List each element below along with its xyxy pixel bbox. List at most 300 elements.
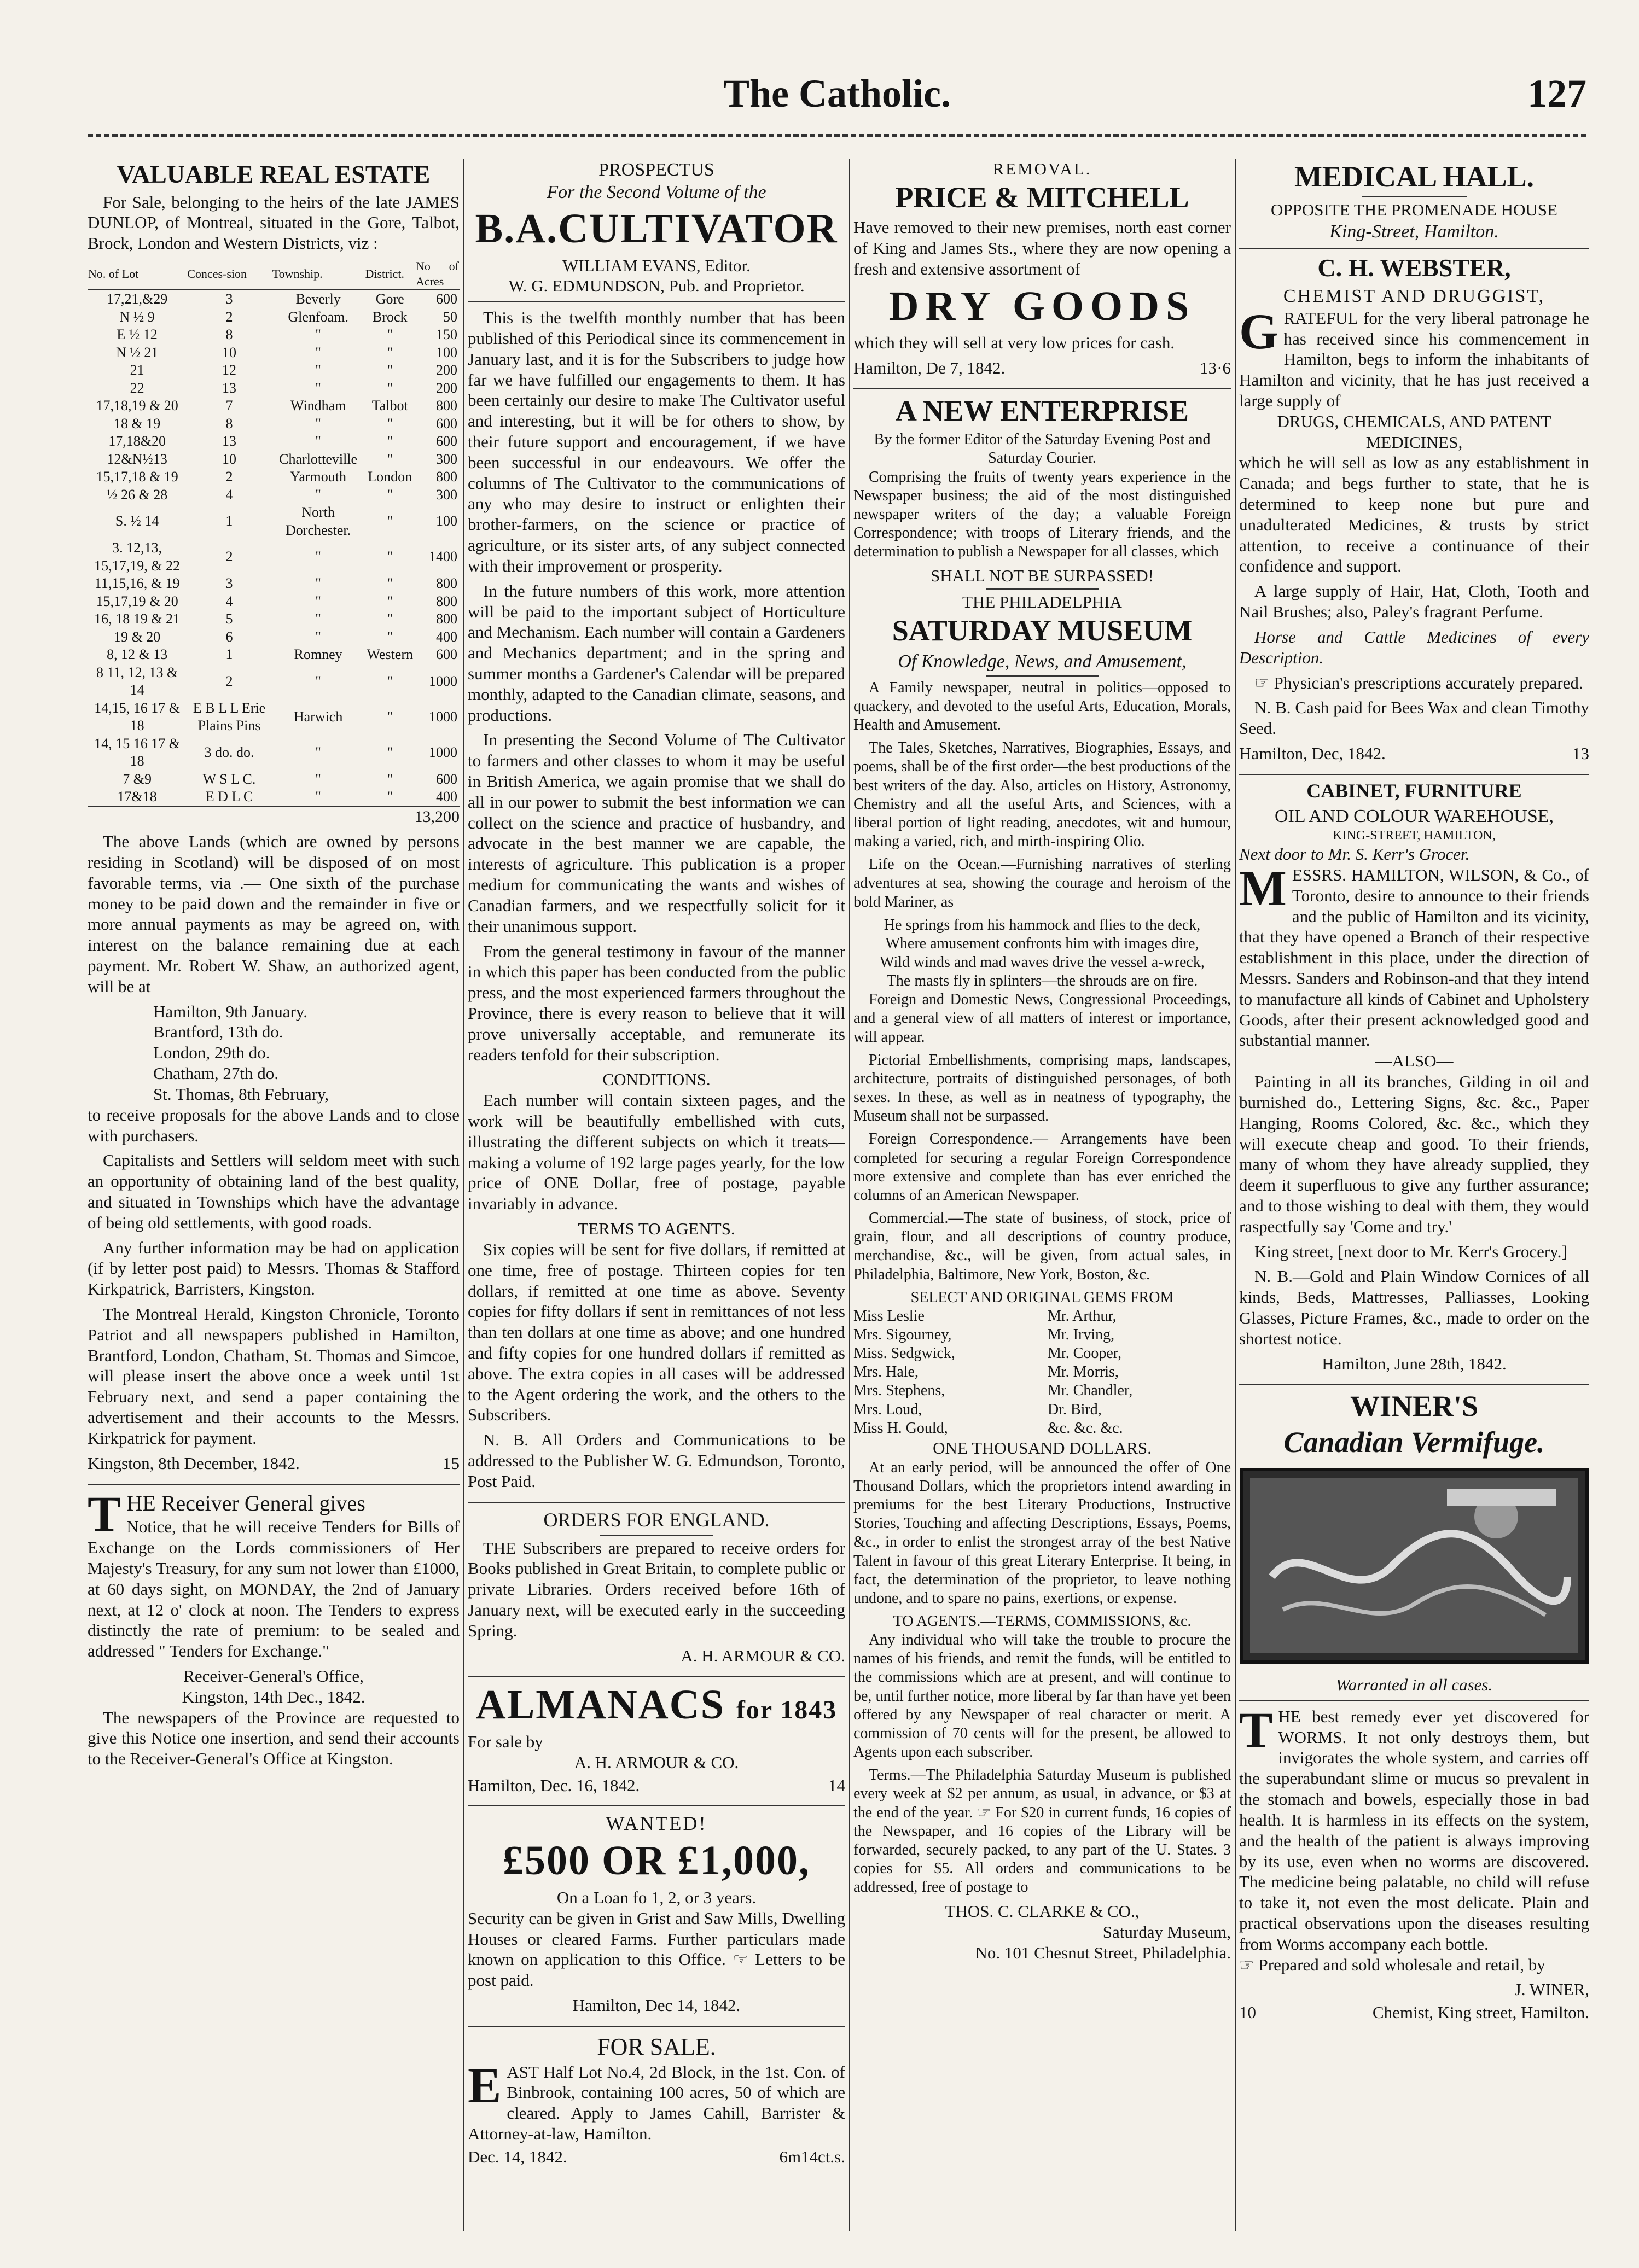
estate-date: Kingston, 8th December, 1842. bbox=[88, 1453, 300, 1473]
table-cell: " bbox=[387, 433, 393, 450]
table-cell: 600 bbox=[436, 291, 457, 307]
for-sale-ad bbox=[468, 2032, 845, 2167]
prospectus-label: PROSPECTUS bbox=[598, 160, 714, 180]
conditions-heading: CONDITIONS. bbox=[602, 1070, 711, 1089]
chemist: CHEMIST AND DRUGGIST, bbox=[1283, 286, 1545, 307]
forsale-number: 6m14ct.s. bbox=[779, 2147, 845, 2166]
table-cell: 13 bbox=[222, 380, 236, 396]
wanted-title: WANTED! bbox=[606, 1812, 707, 1835]
gems-author: Mrs. Loud, bbox=[853, 1401, 922, 1418]
webster-horse: Horse and Cattle Medicines of every Description. bbox=[1239, 627, 1589, 667]
wanted-date: Hamilton, Dec 14, 1842. bbox=[572, 1996, 741, 2015]
table-cell: 1000 bbox=[429, 744, 457, 760]
table-cell: " bbox=[387, 575, 393, 592]
table-cell: " bbox=[315, 575, 321, 592]
dry-goods: DRY GOODS bbox=[888, 283, 1196, 329]
almanacs-word: ALMANACS bbox=[475, 1682, 725, 1728]
orders-ad bbox=[468, 1508, 845, 1666]
winer-title: WINER'S bbox=[1350, 1390, 1479, 1423]
table-cell: 600 bbox=[436, 646, 457, 663]
table-header: District. bbox=[364, 258, 415, 290]
table-cell: 300 bbox=[436, 451, 457, 467]
table-cell: 17,18,19 & 20 bbox=[96, 398, 178, 414]
table-cell: 18 & 19 bbox=[114, 415, 161, 432]
table-cell: " bbox=[315, 433, 321, 450]
webster-footer bbox=[1239, 743, 1589, 764]
table-cell: 14,15, 16 17 & 18 bbox=[94, 699, 180, 734]
separator bbox=[468, 1805, 845, 1806]
table-cell: Talbot bbox=[371, 398, 408, 414]
table-row bbox=[88, 486, 460, 504]
table-cell: 800 bbox=[436, 575, 457, 592]
thousand-title: ONE THOUSAND DOLLARS. bbox=[933, 1438, 1152, 1457]
table-row bbox=[88, 539, 460, 575]
king-street-label: KING-STREET, HAMILTON, bbox=[1333, 828, 1496, 843]
table-cell: " bbox=[387, 513, 393, 529]
winer-name: J. WINER, bbox=[1514, 1980, 1589, 1999]
table-cell: 2 bbox=[225, 549, 233, 565]
gems-author: Miss H. Gould, bbox=[853, 1419, 948, 1437]
table-cell: " bbox=[315, 771, 321, 787]
webster-body-3: A large supply of Hair, Hat, Cloth, Tooth and Nail Brushes; also, Paley's fragrant Perfume. bbox=[1239, 581, 1589, 622]
column-2 bbox=[468, 159, 845, 2231]
museum-body-3: Life on the Ocean.—Furnishing narratives of sterling adventures at sea, showing the courage and heroism of the bold Mariner, as bbox=[853, 856, 1231, 911]
table-cell: 12 bbox=[222, 362, 236, 378]
winer-footer bbox=[1239, 2002, 1589, 2023]
table-cell: 19 & 20 bbox=[114, 628, 161, 645]
table-cell: 600 bbox=[436, 433, 457, 450]
table-cell: " bbox=[387, 549, 393, 565]
gems-author: Mrs. Sigourney, bbox=[853, 1326, 952, 1343]
table-cell: " bbox=[315, 380, 321, 396]
removal-footer bbox=[853, 358, 1231, 378]
clarke-office: Saturday Museum, bbox=[1102, 1922, 1231, 1942]
gems-author: Mr. Chandler, bbox=[1048, 1382, 1133, 1400]
estate-body-3: Any further information may be had on application (if by letter post paid) to Messrs. Thomas & Stafford Kirkpatrick, Barristers, Kingston. bbox=[88, 1238, 460, 1299]
dropcap: E bbox=[468, 2057, 502, 2113]
table-row bbox=[88, 788, 460, 806]
medical-hall-title: MEDICAL HALL. bbox=[1294, 160, 1535, 193]
table-cell: " bbox=[387, 593, 393, 609]
table-cell: 12&N½13 bbox=[107, 451, 167, 467]
next-door: Next door to Mr. S. Kerr's Grocer. bbox=[1239, 844, 1470, 864]
table-cell: 22 bbox=[130, 380, 144, 396]
short-rule bbox=[986, 675, 1099, 677]
webster-prescriptions: ☞ Physician's prescriptions accurately prepared. bbox=[1254, 673, 1583, 692]
table-cell: 8, 12 & 13 bbox=[107, 646, 168, 663]
table-cell: 100 bbox=[436, 513, 457, 529]
table-cell: " bbox=[387, 362, 393, 378]
table-cell: Brock bbox=[372, 308, 408, 325]
table-cell: ½ 26 & 28 bbox=[107, 486, 168, 503]
separator bbox=[1239, 1700, 1589, 1701]
cultivator-body-1: This is the twelfth monthly number that has been published of this Periodical since its commencement in January last, and it is for the Subscribers to judge how far we have fulfilled our engagements to them. It has been certainly our desire to make The Cultivator useful and interesting, but it will be for others to show, by their future support and encouragement, if we have been successful in our endeavours. We offer the columns of The Cultivator to the communications of any who may desire to instruct or enlighten their brother-farmers, on the science or practice of agriculture, or its sister arts, of any subject connected with their improvement or prosperity. bbox=[468, 308, 845, 575]
table-cell: 600 bbox=[436, 771, 457, 787]
table-row bbox=[88, 468, 460, 486]
table-row bbox=[88, 344, 460, 362]
table-cell: 8 bbox=[225, 415, 233, 432]
table-cell: " bbox=[387, 708, 393, 725]
almanacs-year: for 1843 bbox=[736, 1695, 838, 1725]
schedule-item: St. Thomas, 8th February, bbox=[153, 1084, 329, 1104]
table-cell: " bbox=[315, 628, 321, 645]
table-cell: 100 bbox=[436, 344, 457, 360]
museum-body-2: The Tales, Sketches, Narratives, Biographies, Essays, and poems, shall be of the first order—the best productions of the best writers of the day. Also, articles on History, Astronomy, Chemistry and all the useful Arts, and Sciences, with a liberal portion of light reading, anecdotes, wit and humour, making a varied, rich, and mirth-inspiring Olio. bbox=[853, 739, 1231, 850]
table-cell: 1000 bbox=[429, 673, 457, 689]
gems-author: Miss Leslie bbox=[853, 1307, 925, 1325]
receiver-general-ad bbox=[88, 1485, 460, 1770]
prospectus-sub: For the Second Volume of the bbox=[547, 182, 766, 203]
separator bbox=[1239, 1384, 1589, 1385]
table-cell: 15,17,19 & 20 bbox=[96, 593, 178, 609]
table-cell: N ½ 9 bbox=[119, 308, 155, 325]
estate-signature bbox=[88, 1453, 460, 1474]
gems-author: Mr. Cooper, bbox=[1048, 1345, 1121, 1362]
table-cell: " bbox=[315, 486, 321, 503]
schedule-item: Hamilton, 9th January. bbox=[153, 1001, 308, 1021]
table-cell: 10 bbox=[222, 344, 236, 360]
museum-terms: Terms.—The Philadelphia Saturday Museum is published every week at $2 per annum, as usual, in advance, or $3 at the end of the year. ☞ For $20 in current funds, 16 copies of the Newspaper, and 16 copies of the Library will be forwarded, securely packed, to any part of the U. States. 3 copies for $5. All orders and communications to be addressed, free of postage to bbox=[853, 1766, 1231, 1896]
table-cell: E D L C bbox=[205, 789, 253, 805]
receiver-body: Notice, that he will receive Tenders for Bills of Exchange on the Lords commissioners of Her Majesty's Treasury, for any sum not lower than £1000, at 60 days sight, on MONDAY, the 2nd of January next, at 12 o' clock at noon. The Tenders to express distinctly the rate of premium: to be sealed and addressed " Tenders for Exchange." bbox=[88, 1517, 460, 1661]
table-cell: 17,18&20 bbox=[108, 433, 166, 450]
table-cell: 800 bbox=[436, 593, 457, 609]
webster-name: C. H. WEBSTER, bbox=[1317, 253, 1511, 282]
table-cell: " bbox=[387, 451, 393, 467]
cultivator-title: B.A.CULTIVATOR bbox=[475, 205, 838, 252]
table-header: Township. bbox=[272, 258, 365, 290]
separator bbox=[468, 1676, 845, 1677]
estate-body: The above Lands (which are owned by persons residing in Scotland) will be disposed of on most favorable terms, via .— One sixth of the purchase money to be paid down and the remainder in five or more annual payments as may be agreed on, with interest on the balance remaining due at each payment. Mr. Robert W. Shaw, an authorized agent, will be at bbox=[88, 832, 460, 996]
firm-name: PRICE & MITCHELL bbox=[895, 180, 1189, 214]
not-surpassed: SHALL NOT BE SURPASSED! bbox=[931, 566, 1154, 586]
messrs-body: ESSRS. HAMILTON, WILSON, & Co., of Toronto, desire to announce to their friends and the public of Hamilton and its vicinity, that they have opened a Branch of their respective establishment in this place, under the direction of Messrs. Sanders and Robinson-and that they intend to manufacture all kinds of Cabinet and Upholstery Goods, after their present acknowledged good and substantial manner. bbox=[1239, 865, 1589, 1050]
table-row bbox=[88, 326, 460, 344]
removal-date: Hamilton, De 7, 1842. bbox=[853, 358, 1006, 378]
poem bbox=[853, 916, 1231, 991]
separator bbox=[1239, 774, 1589, 775]
thousand-body: At an early period, will be announced the offer of One Thousand Dollars, which the proprietors intend awarding in premiums for the best Literary Productions, Instructive Stories, Touching and affecting Descriptions, Essays, Poems, &c., in order to enlist the strongest array of the best Native Talent in favour of this great Literary Enterprise. It being, in fact, the determination of the proprietor, to leave nothing undone, and to spare no pains, exertions, or expense. bbox=[853, 1459, 1231, 1607]
receiver-body-2: The newspapers of the Province are requested to give this Notice one insertion, and send their accounts to the Receiver-General's Office at Kingston. bbox=[88, 1707, 460, 1769]
enterprise-title: A NEW ENTERPRISE bbox=[895, 394, 1189, 427]
table-cell: " bbox=[387, 744, 393, 760]
medical-hall-ad bbox=[1239, 161, 1589, 764]
table-cell: 1 bbox=[225, 513, 233, 529]
estate-number: 15 bbox=[443, 1453, 460, 1473]
table-row bbox=[88, 593, 460, 611]
wanted-ad bbox=[468, 1812, 845, 2015]
short-rule bbox=[1362, 196, 1467, 197]
table-cell: 1 bbox=[225, 646, 233, 663]
gems-author: Mrs. Hale, bbox=[853, 1363, 919, 1381]
king-street: King-Street, Hamilton. bbox=[1329, 221, 1499, 242]
table-cell: 1400 bbox=[429, 549, 457, 565]
table-row bbox=[88, 362, 460, 380]
poem-line: Where amusement confronts him with images dire, bbox=[885, 935, 1199, 952]
also-label: —ALSO— bbox=[1375, 1051, 1454, 1071]
table-cell: 15,17,18 & 19 bbox=[96, 469, 178, 485]
column-4 bbox=[1239, 159, 1589, 2231]
gems-author: Mr. Arthur, bbox=[1048, 1307, 1117, 1325]
table-cell: 8 11, 12, 13 & 14 bbox=[96, 664, 178, 698]
table-cell: Romney bbox=[294, 646, 342, 663]
poem-line: He springs from his hammock and flies to the deck, bbox=[884, 916, 1201, 934]
schedule-end: to receive proposals for the above Lands and to close with purchasers. bbox=[88, 1105, 460, 1145]
table-cell: " bbox=[387, 611, 393, 627]
webster-body-2: which he will sell as low as any establishment in Canada; and begs further to state, that he is determined to keep none but pure and unadulterated Medicines, & trusts by strict attention, to receive a continuance of their confidence and support. bbox=[1239, 453, 1589, 576]
receiver-title: HE Receiver General gives bbox=[126, 1490, 365, 1515]
colour-warehouse: OIL AND COLOUR WAREHOUSE, bbox=[1275, 806, 1554, 827]
table-cell: 7 &9 bbox=[123, 771, 152, 787]
almanacs-date: Hamilton, Dec. 16, 1842. bbox=[468, 1775, 640, 1795]
forsale-body: AST Half Lot No.4, 2d Block, in the 1st. Con. of Binbrook, containing 100 acres, 50 of which are cleared. Apply to James Cahill, Barrister & Attorney-at-law, Hamilton. bbox=[468, 2062, 845, 2143]
lands-total: 13,200 bbox=[88, 806, 460, 827]
column-3 bbox=[853, 159, 1231, 2231]
table-cell: " bbox=[315, 673, 321, 689]
almanacs-footer bbox=[468, 1775, 845, 1796]
webster-body: RATEFUL for the very liberal patronage he has received since his commencement in Hamilton, begs to inform the inhabitants of Hamilton and vicinity, that he has just received a large supply of bbox=[1239, 308, 1589, 410]
dropcap: M bbox=[1239, 860, 1287, 916]
table-cell: " bbox=[387, 344, 393, 360]
table-header: Conces-sion bbox=[187, 258, 271, 290]
wanted-loan: On a Loan fo 1, 2, or 3 years. bbox=[556, 1887, 757, 1907]
table-cell: " bbox=[387, 771, 393, 787]
estate-body-4: The Montreal Herald, Kingston Chronicle, Toronto Patriot and all newspapers published in Hamilton, Brantford, London, Chatham, St. Thomas and Simcoe, will please insert the above once a week until 1st February next, and send a paper containing the advertisement and their accounts to the Messrs. Kirkpatrick for payment. bbox=[88, 1304, 460, 1448]
table-cell: 4 bbox=[225, 486, 233, 503]
publisher: W. G. EDMUNDSON, Pub. and Proprietor. bbox=[508, 276, 805, 296]
newspaper-title: The Catholic. bbox=[723, 72, 951, 115]
museum-title: SATURDAY MUSEUM bbox=[892, 614, 1193, 647]
table-row bbox=[88, 699, 460, 735]
column-1 bbox=[88, 159, 460, 2231]
cultivator-body-2: In the future numbers of this work, more attention will be paid to the important subject of Horticulture and Mechanism. Each number will contain a Gardeners and Mechanics department; and in the spring and summer months a Gardener's Calendar will be prepared monthly, adapted to the Canadian climate, seasons, and productions. bbox=[468, 581, 845, 725]
table-cell: 1000 bbox=[429, 708, 457, 725]
table-cell: 2 bbox=[225, 469, 233, 485]
cabinet-ad bbox=[1239, 780, 1589, 1374]
table-cell: " bbox=[387, 673, 393, 689]
table-cell: Windham bbox=[290, 398, 346, 414]
table-cell: Yarmouth bbox=[290, 469, 346, 485]
separator bbox=[468, 2026, 845, 2027]
wanted-amount: £500 OR £1,000, bbox=[503, 1838, 810, 1884]
table-cell: 3. 12,13, 15,17,19, & 22 bbox=[94, 540, 180, 574]
museum-body-1: A Family newspaper, neutral in politics—opposed to quackery, and devoted to the useful Arts, Education, Morals, Health and Amusement. bbox=[853, 679, 1231, 734]
table-cell: " bbox=[387, 628, 393, 645]
table-cell: " bbox=[387, 327, 393, 343]
table-cell: " bbox=[315, 789, 321, 805]
table-cell: 21 bbox=[130, 362, 144, 378]
table-cell: 6 bbox=[225, 628, 233, 645]
table-row bbox=[88, 433, 460, 451]
terms-body: Six copies will be sent for five dollars, if remitted at one time, free of postage. Thirteen copies for ten dollars, if remitted at one time as above. Seventy copies for fifty dollars if sent in remittances of not less than ten dollars at one time as above; and one hundred and fifty copies for one hundred dollars if remitted as above. The extra copies in all cases will be addressed to the Agent ordering the work, and the others to the Subscribers. bbox=[468, 1239, 845, 1425]
agents-body: Any individual who will take the trouble to procure the names of his friends, and remit the funds, will be entitled to the commissions which are at present, and will continue to be, until further notice, more liberal by far than have yet been offered by any Newspaper of real character or merit. A commission of 70 cents will for the present, be allowed to Agents upon each subscriber. bbox=[853, 1631, 1231, 1761]
webster-number: 13 bbox=[1572, 743, 1589, 763]
forsale-footer bbox=[468, 2147, 845, 2167]
table-cell: 8 bbox=[225, 327, 233, 343]
removal-body-2: which they will sell at very low prices for cash. bbox=[853, 333, 1175, 353]
table-cell: 2 bbox=[225, 673, 233, 689]
table-cell: 800 bbox=[436, 611, 457, 627]
table-cell: " bbox=[315, 344, 321, 360]
museum-body-5: Pictorial Embellishments, comprising maps, landscapes, architecture, portraits of distinguished personages, of both sexes. In these, as well as in neatness of typography, the Museum shall not be surpassed. bbox=[853, 1051, 1231, 1125]
table-cell: " bbox=[387, 486, 393, 503]
table-cell: 3 bbox=[225, 291, 233, 307]
gems-list bbox=[853, 1307, 1231, 1438]
table-cell: 50 bbox=[443, 308, 457, 325]
table-row bbox=[88, 628, 460, 646]
winer-number: 10 bbox=[1239, 2003, 1256, 2022]
column-divider bbox=[463, 159, 464, 2231]
schedule-item: London, 29th do. bbox=[153, 1043, 270, 1063]
table-cell: 11,15,16, & 19 bbox=[94, 575, 180, 592]
webster-date: Hamilton, Dec, 1842. bbox=[1239, 743, 1386, 763]
philadelphia-label: THE PHILADELPHIA bbox=[962, 592, 1122, 612]
table-cell: " bbox=[387, 415, 393, 432]
orders-title: ORDERS FOR ENGLAND. bbox=[543, 1508, 770, 1531]
table-header: No of Acres bbox=[415, 258, 460, 290]
almanacs-ad bbox=[468, 1682, 845, 1795]
table-cell: Harwich bbox=[293, 708, 343, 725]
table-row bbox=[88, 308, 460, 327]
table-cell: " bbox=[315, 593, 321, 609]
table-cell: 3 do. do. bbox=[204, 744, 254, 760]
almanacs-signature: A. H. ARMOUR & CO. bbox=[574, 1752, 739, 1772]
painting-body: Painting in all its branches, Gilding in oil and burnished do., Lettering Signs, &c. &c., Paper Hanging, Rooms Colored, &c. &c., which they will execute cheap and good. To their friends, many of whom they have already supplied, they deem it superfluous to give any further assurance; and to those wishing to deal with them, they would raspectfully say 'Come and try.' bbox=[1239, 1072, 1589, 1236]
conditions-body: Each number will contain sixteen pages, and the work will be beautifully embellished with cuts, illustrating the different subjects on which it treats—making a volume of 192 large pages yearly, for the low price of ONE Dollar, free of postage, payable invariably in advance. bbox=[468, 1091, 845, 1214]
table-row bbox=[88, 504, 460, 539]
clarke-name: THOS. C. CLARKE & CO., bbox=[945, 1902, 1140, 1921]
almanacs-title bbox=[468, 1682, 845, 1728]
removal-ad bbox=[853, 159, 1231, 378]
table-cell: Western bbox=[367, 646, 414, 663]
receiver-date: Kingston, 14th Dec., 1842. bbox=[182, 1687, 365, 1706]
table-row bbox=[88, 397, 460, 415]
table-cell: " bbox=[315, 611, 321, 627]
poem-line: The masts fly in splinters—the shrouds are on fire. bbox=[886, 972, 1198, 990]
table-cell: London bbox=[368, 469, 412, 485]
table-cell: 13 bbox=[222, 433, 236, 450]
estate-title: VALUABLE REAL ESTATE bbox=[117, 160, 431, 188]
poem-line: Wild winds and mad waves drive the vessel a-wreck, bbox=[880, 954, 1205, 971]
museum-ad bbox=[853, 395, 1231, 1963]
table-cell: Charlotteville bbox=[279, 451, 358, 467]
table-cell: Beverly bbox=[295, 291, 341, 307]
table-header: No. of Lot bbox=[88, 258, 187, 290]
table-cell: " bbox=[387, 380, 393, 396]
removal-title: REMOVAL. bbox=[992, 159, 1092, 178]
separator bbox=[468, 1502, 845, 1503]
table-row bbox=[88, 290, 460, 308]
table-cell: " bbox=[315, 415, 321, 432]
table-cell: 7 bbox=[225, 398, 233, 414]
table-cell: " bbox=[387, 789, 393, 805]
prepared: ☞ Prepared and sold wholesale and retail, by bbox=[1239, 1955, 1545, 1974]
table-cell: 200 bbox=[436, 362, 457, 378]
gems-author: &c. &c. &c. bbox=[1048, 1419, 1123, 1437]
agents-title: TO AGENTS.—TERMS, COMMISSIONS, &c. bbox=[893, 1612, 1192, 1630]
table-cell: 2 bbox=[225, 308, 233, 325]
enterprise-sub: By the former Editor of the Saturday Evening Post and Saturday Courier. bbox=[874, 431, 1211, 467]
table-cell: 10 bbox=[222, 451, 236, 467]
table-row bbox=[88, 771, 460, 789]
table-cell: 17,21,&29 bbox=[107, 291, 168, 307]
table-cell: 17&18 bbox=[117, 789, 157, 805]
table-cell: E B L L Erie Plains Pins bbox=[193, 699, 266, 734]
forsale-date: Dec. 14, 1842. bbox=[468, 2147, 567, 2166]
real-estate-ad bbox=[88, 161, 460, 1474]
table-row bbox=[88, 664, 460, 699]
gold-date: Hamilton, June 28th, 1842. bbox=[1322, 1354, 1507, 1373]
table-row bbox=[88, 610, 460, 628]
king-street-note: King street, [next door to Mr. Kerr's Grocery.] bbox=[1254, 1241, 1567, 1261]
short-rule bbox=[600, 1535, 713, 1536]
table-cell: 600 bbox=[436, 415, 457, 432]
cultivator-body-4: From the general testimony in favour of the manner in which this paper has been conducted from the public press, and the most experienced farmers throughout the Province, there is every reason to believe that it will prove universally acceptable, and remunerate its readers tenfold for their subscription. bbox=[468, 941, 845, 1064]
table-row bbox=[88, 415, 460, 433]
schedule-item: Brantford, 13th do. bbox=[153, 1022, 283, 1042]
editor: WILLIAM EVANS, Editor. bbox=[562, 255, 751, 275]
vermifuge-title: Canadian Vermifuge. bbox=[1283, 1425, 1545, 1459]
dropcap: T bbox=[1239, 1701, 1273, 1758]
table-cell: " bbox=[315, 362, 321, 378]
estate-body-2: Capitalists and Settlers will seldom meet with such an opportunity of obtaining land of the best quality, and situated in Townships which have the advantage of being old settlements, with good roads. bbox=[88, 1151, 460, 1232]
almanacs-sale: For sale by bbox=[468, 1732, 543, 1752]
table-cell: W S L C. bbox=[202, 771, 256, 787]
cultivator-prospectus bbox=[468, 159, 845, 1492]
museum-sub: Of Knowledge, News, and Amusement, bbox=[898, 651, 1187, 672]
column-divider bbox=[1235, 159, 1236, 2231]
table-cell: 800 bbox=[436, 398, 457, 414]
table-row bbox=[88, 451, 460, 469]
table-cell: 150 bbox=[436, 327, 457, 343]
table-cell: 400 bbox=[436, 789, 457, 805]
opposite: OPPOSITE THE PROMENADE HOUSE bbox=[1271, 200, 1557, 220]
gems-author: Mr. Morris, bbox=[1048, 1363, 1119, 1381]
cabinet-title: CABINET, FURNITURE bbox=[1306, 779, 1522, 802]
vermifuge-body: HE best remedy ever yet discovered for WORMS. It not only destroys them, but invigorates the whole system, and carries off the superabundant slime or mucus so prevalent in the stomach and bowels, especially those in bad health. It is harmless in its effects on the system, and the health of the patient is always improving by its use, even when no worms are discovered. The medicine being palatable, no child will refuse to take it, not even the most delicate. Plain and practical observations upon the diseases resulting from Worms accompany each bottle. bbox=[1239, 1706, 1589, 1954]
gems-author: Miss. Sedgwick, bbox=[853, 1345, 955, 1362]
page-number: 127 bbox=[1527, 72, 1586, 115]
table-cell: 4 bbox=[225, 593, 233, 609]
clarke-address: No. 101 Chesnut Street, Philadelphia. bbox=[975, 1943, 1231, 1962]
separator bbox=[468, 301, 845, 302]
table-cell: " bbox=[315, 744, 321, 760]
removal-number: 13·6 bbox=[1200, 358, 1231, 378]
enterprise-body: Comprising the fruits of twenty years experience in the Newspaper business; the aid of the most distinguished newspaper writers of the day; a valuable Foreign Correspondence; with troops of Literary friends, and the determination to publish a Newspaper for all classes, which bbox=[853, 468, 1231, 561]
separator bbox=[853, 388, 1231, 389]
dropcap: G bbox=[1239, 303, 1278, 359]
table-row bbox=[88, 735, 460, 771]
almanacs-number: 14 bbox=[828, 1775, 845, 1795]
webster-nb: N. B. Cash paid for Bees Wax and clean Timothy Seed. bbox=[1239, 698, 1589, 738]
warranted: Warranted in all cases. bbox=[1335, 1675, 1493, 1695]
separator bbox=[1239, 248, 1589, 249]
estate-intro: For Sale, belonging to the heirs of the late JAMES DUNLOP, of Montreal, situated in the Gore, Talbot, Brock, London and Western Districts, viz : bbox=[88, 192, 460, 253]
removal-body: Have removed to their new premises, north east corner of King and James Sts., where they are now opening a fresh and extensive assortment of bbox=[853, 218, 1231, 278]
table-cell: 300 bbox=[436, 486, 457, 503]
terms-heading: TERMS TO AGENTS. bbox=[578, 1219, 735, 1239]
table-cell: N ½ 21 bbox=[115, 344, 159, 360]
gems-author: Mrs. Stephens, bbox=[853, 1382, 945, 1400]
drugs: DRUGS, CHEMICALS, AND PATENT MEDICINES, bbox=[1277, 411, 1551, 452]
table-cell: " bbox=[315, 327, 321, 343]
gems-title: SELECT AND ORIGINAL GEMS FROM bbox=[910, 1288, 1174, 1306]
dropcap: T bbox=[88, 1485, 121, 1542]
table-cell: E ½ 12 bbox=[117, 327, 158, 343]
winer-address: Chemist, King street, Hamilton. bbox=[1372, 2003, 1589, 2022]
table-cell: 800 bbox=[436, 469, 457, 485]
table-row bbox=[88, 646, 460, 664]
